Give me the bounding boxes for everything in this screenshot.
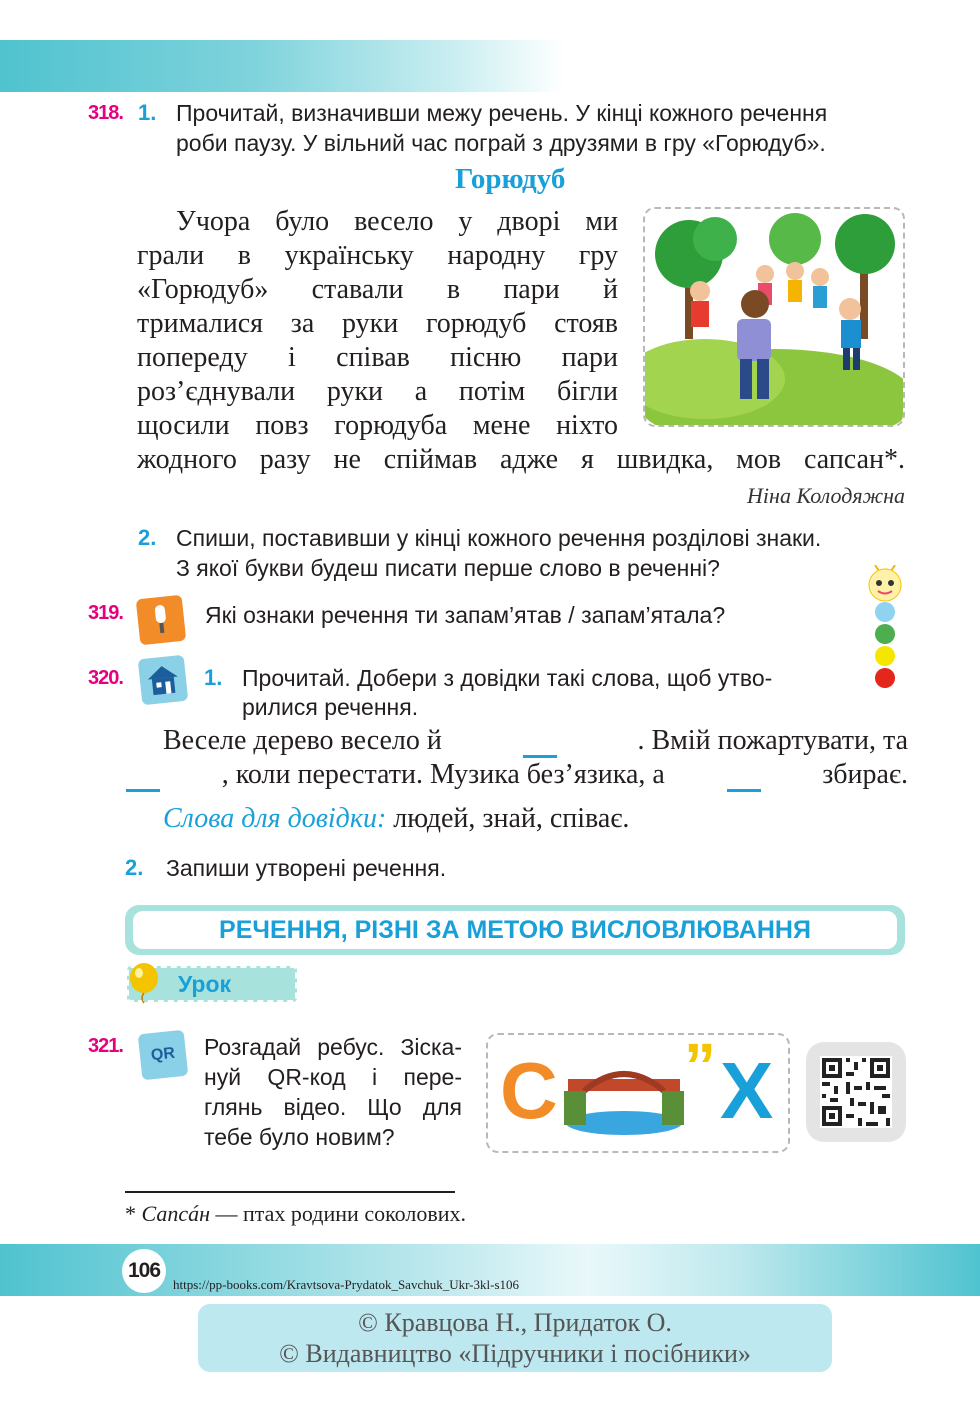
qr-code[interactable] [806, 1042, 906, 1142]
help-words-list: людей, знай, співає. [393, 803, 630, 834]
text-line: трималися за руки горюдуб стояв [137, 308, 618, 339]
page-url[interactable]: https://pp-books.com/Kravtsova-Prydatok_Savchuk_Ukr-3kl-s106 [173, 1277, 520, 1292]
text-line: попереду і співав пісню пари [137, 342, 618, 373]
exercise-number-318: 318. [88, 102, 123, 124]
sentence-line [163, 724, 908, 758]
task-text: З якої букви будеш писати перше слово в реченні? [176, 555, 720, 581]
help-words [163, 802, 629, 836]
task-text: нуй QR-код і пере- [204, 1064, 462, 1090]
qr-task-icon [138, 1030, 189, 1081]
text-title: Горюдуб [455, 163, 566, 195]
balloon-icon [126, 962, 162, 998]
text-line: роз’єднували руки а потім бігли [137, 376, 618, 407]
task-text: Прочитай. Добери з довідки такі слова, щоб утво- [242, 665, 773, 691]
task-text: Запиши утворені речення. [166, 855, 447, 881]
topic-header [125, 905, 905, 955]
task-number: 1. [138, 100, 157, 125]
task-number: 2. [125, 855, 144, 880]
exercise-number-321: 321. [88, 1035, 123, 1057]
home-task-icon [138, 655, 189, 706]
footnote-separator [125, 1191, 455, 1193]
task-text: Спиши, поставивши у кінці кожного речення розділові знаки. [176, 525, 822, 551]
text-line: «Горюдуб» ставали в пари й [137, 274, 618, 305]
footnote-text: — птах родини соколових. [210, 1201, 467, 1226]
sentence-fragment: , коли перестати. Музика без’язика, а [221, 759, 665, 790]
topic-title: РЕЧЕННЯ, РІЗНІ ЗА МЕТОЮ ВИСЛОВЛЮВАННЯ [133, 911, 897, 949]
page-number: 106 [122, 1249, 166, 1293]
task-text: глянь відео. Що для [204, 1094, 462, 1120]
author: Ніна Колодяжна [747, 483, 905, 508]
copyright-line: © Кравцова Н., Придаток О. [358, 1308, 672, 1337]
task-text: рилися речення. [242, 694, 419, 720]
task-text-block [204, 1032, 462, 1152]
exercise-number-320: 320. [88, 667, 123, 689]
task-text: Прочитай, визначивши межу речень. У кінці кожного речення [176, 100, 828, 126]
copyright-line: © Видавництво «Підручники і посібники» [279, 1339, 751, 1368]
task-text: тебе було новим? [204, 1124, 395, 1150]
text-line: щосили повз горюдуба мене ніхто [137, 410, 618, 441]
microphone-icon [136, 595, 187, 646]
caterpillar-icon [862, 565, 908, 695]
text-line: жодного разу не спіймав адже я швидка, мов сапсан*. [137, 444, 905, 475]
blank [727, 758, 761, 792]
text-line: грали в українську народну гру [137, 240, 618, 271]
rebus-letter: Х [720, 1046, 774, 1135]
copyright-box [198, 1304, 832, 1372]
task-number: 2. [138, 525, 157, 550]
blank [523, 724, 557, 758]
sentence-fragment: збирає. [822, 759, 908, 790]
footnote-word: Сапсáн [141, 1201, 211, 1226]
sentence-fragment: Веселе дерево весело й [163, 725, 442, 756]
sentence-fragment: . Вмій пожартувати, та [637, 725, 908, 756]
header-band [0, 40, 565, 92]
exercise-number-319: 319. [88, 602, 123, 624]
footnote: * Сапсáн — птах родини соколових. [125, 1201, 467, 1226]
rebus-letter: С [500, 1046, 558, 1135]
children-playing-illustration [643, 207, 905, 427]
qr-icon-label: QR [150, 1044, 176, 1065]
task-text: Які ознаки речення ти запам’ятав / запам’ятала? [205, 602, 726, 628]
bridge-icon [564, 1061, 684, 1137]
task-text: роби паузу. У вільний час пограй з друзями в гру «Горюдуб». [176, 130, 826, 156]
rebus-comma: ” [684, 1030, 716, 1102]
blank [126, 758, 160, 792]
text-line: Учора було весело у дворі ми [176, 206, 618, 237]
sentence-line [122, 758, 908, 792]
lesson-label: Урок [178, 971, 232, 997]
task-number: 1. [204, 665, 223, 690]
rebus-box [486, 1030, 790, 1153]
task-text: Розгадай ребус. Зіска- [204, 1034, 462, 1060]
help-label: Слова для довідки: [163, 803, 387, 834]
